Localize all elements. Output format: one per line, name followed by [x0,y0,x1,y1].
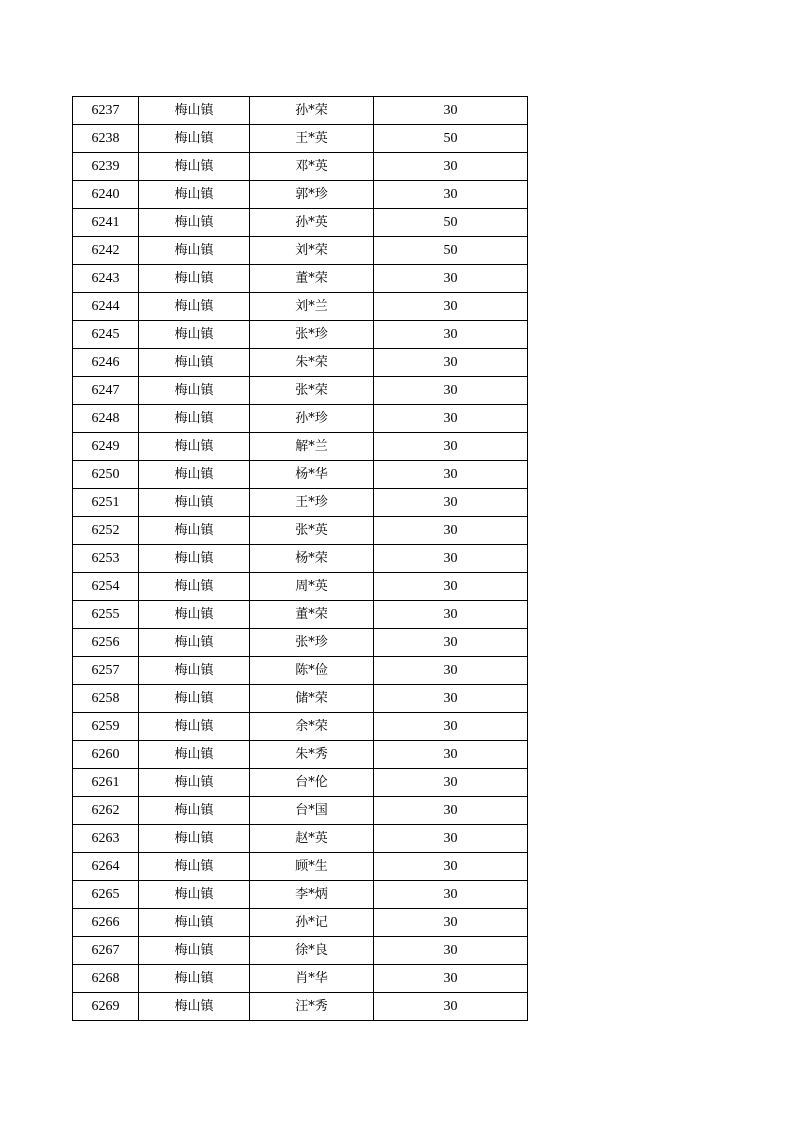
row-amount-cell: 30 [374,601,528,629]
row-serial-number-cell: 6245 [73,321,139,349]
row-amount-cell: 50 [374,125,528,153]
table-row [73,125,528,153]
table-row [73,853,528,881]
row-amount-cell: 30 [374,741,528,769]
row-town-cell: 梅山镇 [139,349,250,377]
row-serial-number-cell: 6246 [73,349,139,377]
row-serial-number-cell: 6253 [73,545,139,573]
table-row [73,881,528,909]
row-town-cell: 梅山镇 [139,517,250,545]
row-amount-cell: 30 [374,629,528,657]
row-amount-cell: 30 [374,405,528,433]
row-amount-cell: 30 [374,993,528,1021]
row-town-cell: 梅山镇 [139,377,250,405]
table-row [73,97,528,125]
row-town-cell: 梅山镇 [139,769,250,797]
row-amount-cell: 50 [374,209,528,237]
table-row [73,377,528,405]
row-town-cell: 梅山镇 [139,293,250,321]
row-person-name-cell: 解*兰 [250,433,374,461]
row-serial-number-cell: 6258 [73,685,139,713]
row-town-cell: 梅山镇 [139,489,250,517]
table-row [73,293,528,321]
row-serial-number-cell: 6238 [73,125,139,153]
row-serial-number-cell: 6263 [73,825,139,853]
row-amount-cell: 30 [374,853,528,881]
row-town-cell: 梅山镇 [139,97,250,125]
table-row [73,153,528,181]
row-town-cell: 梅山镇 [139,993,250,1021]
row-amount-cell: 30 [374,321,528,349]
table-row [73,405,528,433]
row-person-name-cell: 汪*秀 [250,993,374,1021]
row-town-cell: 梅山镇 [139,125,250,153]
row-person-name-cell: 王*珍 [250,489,374,517]
row-serial-number-cell: 6256 [73,629,139,657]
row-serial-number-cell: 6254 [73,573,139,601]
table-row [73,237,528,265]
row-amount-cell: 50 [374,237,528,265]
table-row [73,657,528,685]
row-person-name-cell: 郭*珍 [250,181,374,209]
row-person-name-cell: 张*荣 [250,377,374,405]
row-person-name-cell: 杨*华 [250,461,374,489]
row-person-name-cell: 董*荣 [250,265,374,293]
table-row [73,545,528,573]
table-row [73,321,528,349]
row-town-cell: 梅山镇 [139,601,250,629]
row-serial-number-cell: 6255 [73,601,139,629]
row-amount-cell: 30 [374,489,528,517]
row-person-name-cell: 董*荣 [250,601,374,629]
row-serial-number-cell: 6252 [73,517,139,545]
row-serial-number-cell: 6242 [73,237,139,265]
row-town-cell: 梅山镇 [139,237,250,265]
table-row [73,685,528,713]
table-row [73,909,528,937]
row-town-cell: 梅山镇 [139,909,250,937]
row-town-cell: 梅山镇 [139,797,250,825]
row-serial-number-cell: 6257 [73,657,139,685]
row-town-cell: 梅山镇 [139,209,250,237]
row-amount-cell: 30 [374,937,528,965]
row-person-name-cell: 朱*秀 [250,741,374,769]
row-person-name-cell: 台*伦 [250,769,374,797]
row-person-name-cell: 王*英 [250,125,374,153]
table-row [73,825,528,853]
row-town-cell: 梅山镇 [139,825,250,853]
row-amount-cell: 30 [374,965,528,993]
row-amount-cell: 30 [374,293,528,321]
table-row [73,713,528,741]
row-amount-cell: 30 [374,181,528,209]
row-person-name-cell: 周*英 [250,573,374,601]
table-row [73,349,528,377]
table-row [73,629,528,657]
row-amount-cell: 30 [374,433,528,461]
row-amount-cell: 30 [374,97,528,125]
table-row [73,489,528,517]
row-person-name-cell: 肖*华 [250,965,374,993]
row-amount-cell: 30 [374,545,528,573]
row-person-name-cell: 孙*珍 [250,405,374,433]
row-serial-number-cell: 6243 [73,265,139,293]
row-amount-cell: 30 [374,265,528,293]
row-serial-number-cell: 6240 [73,181,139,209]
row-serial-number-cell: 6266 [73,909,139,937]
row-amount-cell: 30 [374,153,528,181]
table-row [73,601,528,629]
row-person-name-cell: 刘*兰 [250,293,374,321]
roster-table-body [73,97,528,1021]
row-town-cell: 梅山镇 [139,657,250,685]
row-serial-number-cell: 6241 [73,209,139,237]
row-amount-cell: 30 [374,461,528,489]
row-amount-cell: 30 [374,685,528,713]
table-row [73,741,528,769]
table-row [73,209,528,237]
row-town-cell: 梅山镇 [139,573,250,601]
row-town-cell: 梅山镇 [139,853,250,881]
row-serial-number-cell: 6265 [73,881,139,909]
row-person-name-cell: 顾*生 [250,853,374,881]
row-person-name-cell: 孙*记 [250,909,374,937]
table-row [73,265,528,293]
row-town-cell: 梅山镇 [139,629,250,657]
row-person-name-cell: 朱*荣 [250,349,374,377]
row-town-cell: 梅山镇 [139,741,250,769]
row-amount-cell: 30 [374,909,528,937]
row-serial-number-cell: 6264 [73,853,139,881]
row-town-cell: 梅山镇 [139,461,250,489]
row-serial-number-cell: 6237 [73,97,139,125]
row-amount-cell: 30 [374,377,528,405]
row-person-name-cell: 李*炳 [250,881,374,909]
row-person-name-cell: 杨*荣 [250,545,374,573]
row-serial-number-cell: 6261 [73,769,139,797]
row-serial-number-cell: 6269 [73,993,139,1021]
row-serial-number-cell: 6259 [73,713,139,741]
row-amount-cell: 30 [374,573,528,601]
table-row [73,461,528,489]
row-town-cell: 梅山镇 [139,321,250,349]
row-person-name-cell: 储*荣 [250,685,374,713]
row-town-cell: 梅山镇 [139,545,250,573]
row-person-name-cell: 余*荣 [250,713,374,741]
row-amount-cell: 30 [374,713,528,741]
table-row [73,181,528,209]
table-row [73,937,528,965]
row-amount-cell: 30 [374,517,528,545]
row-serial-number-cell: 6247 [73,377,139,405]
row-town-cell: 梅山镇 [139,433,250,461]
row-town-cell: 梅山镇 [139,937,250,965]
subsidy-roster-table [72,96,528,1021]
row-town-cell: 梅山镇 [139,685,250,713]
row-serial-number-cell: 6244 [73,293,139,321]
row-person-name-cell: 赵*英 [250,825,374,853]
row-person-name-cell: 刘*荣 [250,237,374,265]
row-person-name-cell: 孙*荣 [250,97,374,125]
row-serial-number-cell: 6267 [73,937,139,965]
row-town-cell: 梅山镇 [139,153,250,181]
row-town-cell: 梅山镇 [139,181,250,209]
row-amount-cell: 30 [374,349,528,377]
row-town-cell: 梅山镇 [139,265,250,293]
row-person-name-cell: 张*英 [250,517,374,545]
row-person-name-cell: 张*珍 [250,629,374,657]
row-town-cell: 梅山镇 [139,405,250,433]
row-town-cell: 梅山镇 [139,713,250,741]
row-serial-number-cell: 6248 [73,405,139,433]
row-person-name-cell: 台*国 [250,797,374,825]
row-person-name-cell: 孙*英 [250,209,374,237]
table-row [73,797,528,825]
row-person-name-cell: 张*珍 [250,321,374,349]
row-serial-number-cell: 6249 [73,433,139,461]
table-row [73,965,528,993]
row-amount-cell: 30 [374,881,528,909]
table-row [73,769,528,797]
table-row [73,993,528,1021]
row-town-cell: 梅山镇 [139,881,250,909]
table-row [73,573,528,601]
row-serial-number-cell: 6260 [73,741,139,769]
row-person-name-cell: 陈*俭 [250,657,374,685]
row-serial-number-cell: 6250 [73,461,139,489]
row-serial-number-cell: 6262 [73,797,139,825]
row-person-name-cell: 徐*良 [250,937,374,965]
row-person-name-cell: 邓*英 [250,153,374,181]
table-row [73,517,528,545]
row-amount-cell: 30 [374,825,528,853]
table-row [73,433,528,461]
row-amount-cell: 30 [374,797,528,825]
row-serial-number-cell: 6251 [73,489,139,517]
row-serial-number-cell: 6268 [73,965,139,993]
row-serial-number-cell: 6239 [73,153,139,181]
row-amount-cell: 30 [374,657,528,685]
row-amount-cell: 30 [374,769,528,797]
row-town-cell: 梅山镇 [139,965,250,993]
